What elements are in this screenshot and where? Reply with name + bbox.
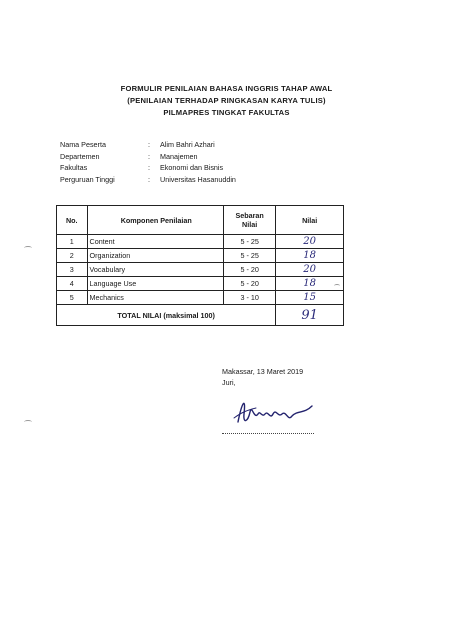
row-component: Language Use [87,277,223,291]
header-score: Nilai [276,206,344,235]
row-no: 5 [57,291,88,305]
header-range-line-1: Sebaran [235,211,264,220]
signature-line [222,432,314,434]
form-title-line-2: (PENILAIAN TERHADAP RINGKASAN KARYA TULIS) [127,96,326,105]
table-row [57,291,344,305]
info-row-university [60,175,236,187]
jury-label: Juri, [222,378,236,387]
row-component: Mechanics [87,291,223,305]
row-score: 20 [276,263,344,277]
table-row [57,277,344,291]
participant-info [60,140,236,186]
form-title-line-1: FORMULIR PENILAIAN BAHASA INGGRIS TAHAP AWAL [120,84,333,93]
info-colon: : [148,163,150,172]
info-value: Alim Bahri Azhari [160,140,215,149]
row-range: 5 - 20 [223,277,275,291]
form-title-line-3: PILMAPRES TINGKAT FAKULTAS [163,108,290,117]
signature-block [222,366,303,388]
row-no: 4 [57,277,88,291]
row-component: Vocabulary [87,263,223,277]
row-no: 2 [57,249,88,263]
header-range-line-2: Nilai [242,220,258,229]
row-range: 3 - 10 [223,291,275,305]
scan-mark [24,420,32,424]
row-range: 5 - 25 [223,235,275,249]
info-label: Departemen [60,151,100,161]
header-component: Komponen Penilaian [87,206,223,235]
row-score: 15 [276,291,344,305]
table-row [57,263,344,277]
table-row [57,249,344,263]
row-score: 18 [276,277,344,291]
header-range [223,206,275,235]
header-no: No. [57,206,88,235]
place-date: Makassar, 13 Maret 2019 [222,367,304,376]
info-colon: : [148,151,150,161]
table-row [57,235,344,249]
info-label: Perguruan Tinggi [60,174,115,184]
total-score: 91 [276,305,344,326]
row-range: 5 - 25 [223,249,275,263]
info-row-name [60,140,236,152]
row-score: 18 [276,249,344,263]
info-value: Universitas Hasanuddin [160,174,236,184]
row-range: 5 - 20 [223,263,275,277]
row-component: Organization [87,249,223,263]
info-value: Ekonomi dan Bisnis [160,163,224,172]
info-colon: : [148,174,150,184]
info-row-faculty [60,163,236,175]
row-no: 1 [57,235,88,249]
total-row [57,305,344,326]
score-table [56,205,344,326]
scan-mark [24,246,32,250]
row-no: 3 [57,263,88,277]
row-score: 20 [276,235,344,249]
row-component: Content [87,235,223,249]
info-label: Nama Peserta [60,140,106,149]
info-label: Fakultas [60,163,88,172]
info-value: Manajemen [160,151,198,161]
scan-mark [334,284,340,288]
table-header-row [57,206,344,235]
info-row-department [60,152,236,164]
total-label: TOTAL NILAI (maksimal 100) [57,305,276,326]
signature-image [232,392,332,432]
info-colon: : [148,140,150,149]
